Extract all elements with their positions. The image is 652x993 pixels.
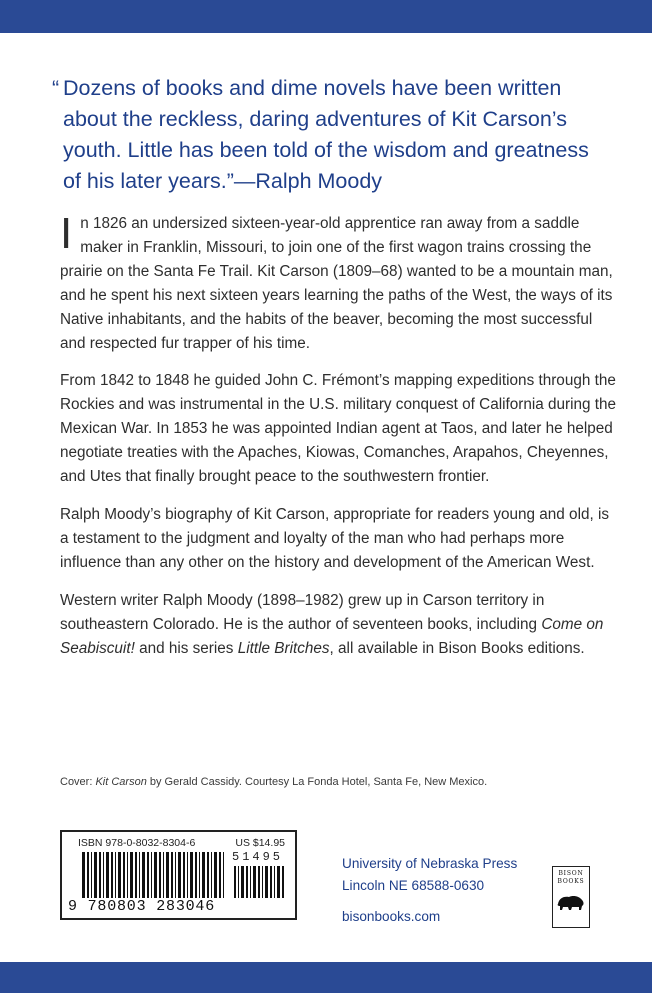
barcode-bar bbox=[147, 852, 149, 898]
cover-painting-title: Kit Carson bbox=[95, 776, 147, 788]
barcode-bar bbox=[142, 852, 145, 898]
barcode-bar bbox=[277, 866, 280, 898]
barcode-bar bbox=[223, 852, 224, 898]
barcode-bar bbox=[250, 866, 251, 898]
barcode-bar bbox=[214, 852, 217, 898]
pull-quote bbox=[52, 73, 612, 197]
publisher-info bbox=[342, 853, 517, 928]
top-color-band bbox=[0, 0, 652, 33]
barcode-bar bbox=[187, 852, 188, 898]
barcode-bar bbox=[211, 852, 212, 898]
paragraph-4-text-a: Western writer Ralph Moody (1898–1982) grew up in Carson territory in southeastern Colorado. He is the author of seventeen books, including bbox=[60, 591, 545, 633]
barcode-bar bbox=[199, 852, 200, 898]
barcode-bar bbox=[166, 852, 169, 898]
barcode-bar bbox=[241, 866, 244, 898]
bottom-color-band bbox=[0, 962, 652, 993]
barcode-bar bbox=[118, 852, 121, 898]
quote-open-mark: “ bbox=[52, 76, 60, 100]
book-title-seabiscuit: Come on Seabiscuit! bbox=[60, 615, 604, 657]
isbn13-digits: 9 780803 283046 bbox=[68, 898, 216, 915]
barcode-bar bbox=[262, 866, 263, 898]
barcode-bar bbox=[183, 852, 185, 898]
bison-books-logo bbox=[552, 866, 590, 928]
barcode-bar bbox=[87, 852, 89, 898]
barcode-bar bbox=[270, 866, 272, 898]
barcode-bar bbox=[130, 852, 133, 898]
barcode-bar bbox=[282, 866, 284, 898]
paragraph-1 bbox=[60, 209, 620, 355]
barcode-bar bbox=[123, 852, 125, 898]
paragraph-2: From 1842 to 1848 he guided John C. Frémont’s mapping expeditions through the Rockies and was instrumental in the U.S. military conquest of California during the Mexican War. In 1853 he was appointed Indian agent at Taos, and later he helped negotiate treaties with the Apaches, Kiowas, Comanches, Arapahos, Cheyennes, and Utes that finally brought peace to the southwestern frontier. bbox=[60, 372, 617, 486]
barcode-bar bbox=[115, 852, 116, 898]
barcode-bar bbox=[195, 852, 197, 898]
publisher-website: bisonbooks.com bbox=[342, 909, 441, 924]
isbn-barcode-box bbox=[60, 830, 297, 920]
barcode-bar bbox=[111, 852, 113, 898]
barcode-bar bbox=[219, 852, 221, 898]
series-title-little-britches: Little Britches bbox=[237, 639, 330, 657]
barcode-bar bbox=[258, 866, 260, 898]
publisher-name: University of Nebraska Press bbox=[342, 856, 518, 871]
cover-credit-prefix: Cover: bbox=[60, 776, 96, 788]
paragraph-1-text: n 1826 an undersized sixteen-year-old apprentice ran away from a saddle maker in Franklin, Missouri, to join one of the first wagon trains crossing the prairie on the Santa Fe Trail. Kit Carson (1809–68) wanted to be a mountain man, and he spent his next sixteen years learning the paths of the West, the ways of its Native inhabitants, and the habits of the beaver, becoming the most successful and respected fur trapper of his time. bbox=[60, 215, 613, 352]
ean-barcode-bars bbox=[82, 852, 228, 898]
quote-text: Dozens of books and dime novels have been written about the reckless, daring adventures of Kit Carson’s youth. Little has been told of the wisdom and greatness of his later years.”—Ralph Moody bbox=[63, 76, 589, 193]
barcode-bar bbox=[159, 852, 161, 898]
logo-line-1: BISON bbox=[558, 870, 584, 877]
paragraph-4 bbox=[60, 589, 620, 661]
barcode-bar bbox=[238, 866, 239, 898]
barcode-bar bbox=[94, 852, 97, 898]
barcode-bar bbox=[265, 866, 268, 898]
barcode-bar bbox=[82, 852, 85, 898]
addon-digits: 51495 bbox=[232, 850, 284, 864]
bison-icon bbox=[556, 892, 586, 912]
barcode-bar bbox=[151, 852, 152, 898]
barcode-bar bbox=[139, 852, 140, 898]
barcode-bar bbox=[190, 852, 193, 898]
drop-cap: I bbox=[60, 209, 73, 258]
description-body bbox=[60, 209, 620, 674]
barcode-bar bbox=[175, 852, 176, 898]
barcode-bar bbox=[253, 866, 256, 898]
barcode-bar bbox=[178, 852, 181, 898]
barcode-bar bbox=[163, 852, 164, 898]
barcode-bar bbox=[127, 852, 128, 898]
addon-barcode-bars bbox=[234, 866, 286, 898]
barcode-bar bbox=[207, 852, 209, 898]
barcode-bar bbox=[106, 852, 109, 898]
cover-credit bbox=[60, 776, 620, 788]
publisher-address: Lincoln NE 68588-0630 bbox=[342, 877, 485, 893]
paragraph-4-text-b: and his series bbox=[134, 639, 238, 657]
barcode-bar bbox=[135, 852, 137, 898]
isbn-label: ISBN 978-0-8032-8304-6 bbox=[78, 837, 196, 849]
barcode-bar bbox=[154, 852, 157, 898]
price-label: US $14.95 bbox=[235, 837, 285, 849]
barcode-bar bbox=[246, 866, 248, 898]
barcode-bar bbox=[234, 866, 236, 898]
cover-credit-rest: by Gerald Cassidy. Courtesy La Fonda Hotel, Santa Fe, New Mexico. bbox=[146, 776, 488, 788]
paragraph-4-text-c: , all available in Bison Books editions. bbox=[329, 639, 585, 657]
paragraph-3: Ralph Moody’s biography of Kit Carson, appropriate for readers young and old, is a testament to the judgment and loyalty of the man who had perhaps more influence than any other on the history and development of the American West. bbox=[60, 505, 610, 571]
barcode-bar bbox=[99, 852, 101, 898]
barcode-bar bbox=[91, 852, 92, 898]
barcode-bar bbox=[103, 852, 104, 898]
logo-line-2: BOOKS bbox=[557, 878, 585, 885]
barcode-bar bbox=[202, 852, 205, 898]
barcode-bar bbox=[274, 866, 275, 898]
barcode-bar bbox=[171, 852, 173, 898]
